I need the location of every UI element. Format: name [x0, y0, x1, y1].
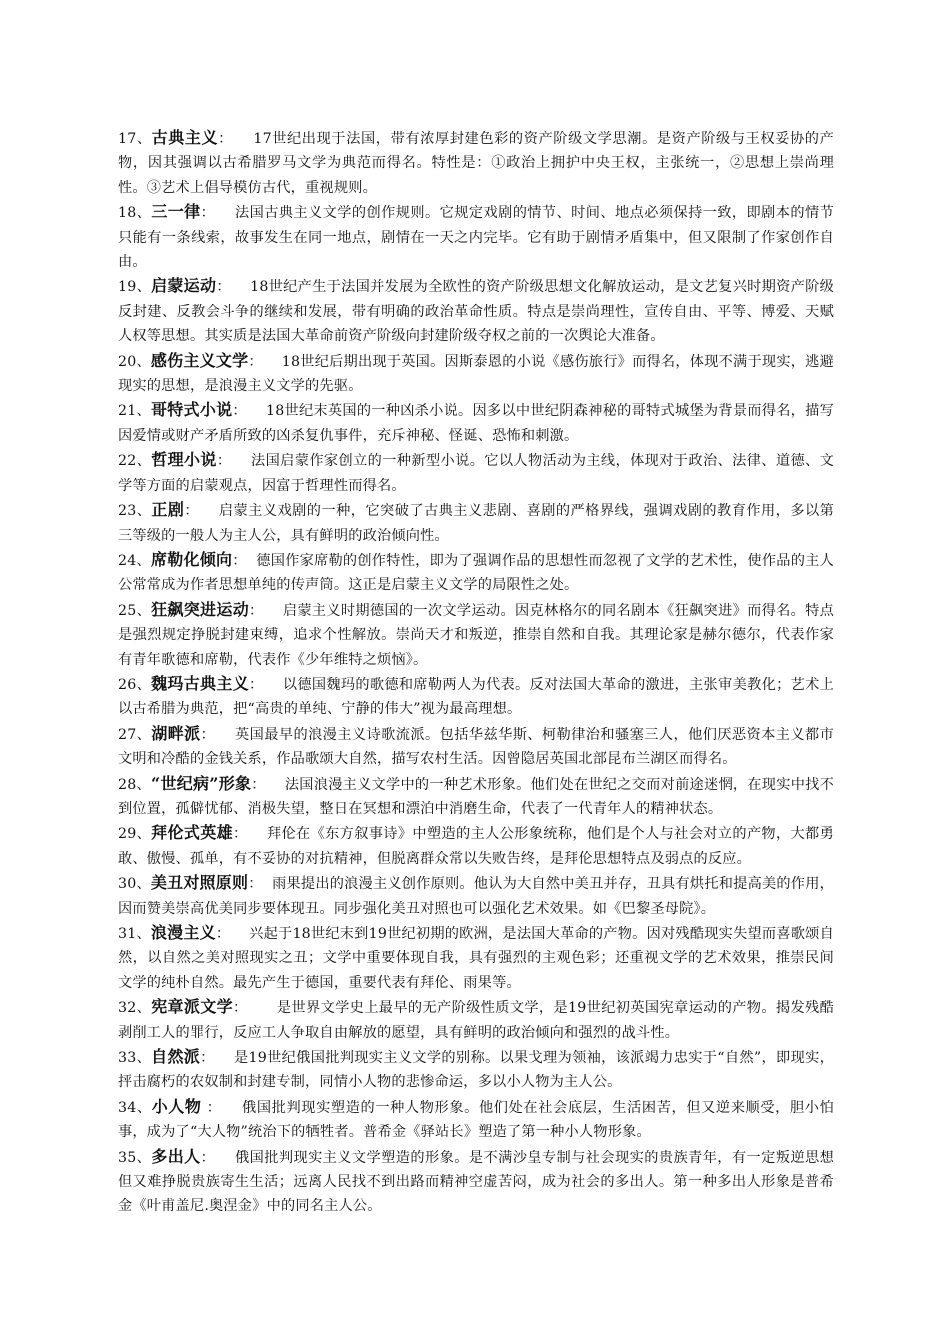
entry-text: 俄国批判现实塑造的一种人物形象。他们处在社会底层，生活困苦，但又逆来顺受，胆小怕事，成为了“大人物”统治下的牺牲者。普希金《驿站长》塑造了第一种小人物形象。 — [118, 1099, 834, 1141]
entry-text: 法国启蒙作家创立的一种新型小说。它以人物活动为主线，体现对于政治、法律、道德、文学等方面的启蒙观点，因富于哲理性而得名。 — [118, 453, 834, 494]
entry-17 — [118, 126, 834, 200]
entry-term: 多出人 — [151, 1146, 201, 1166]
entry-separator: ： — [248, 353, 282, 370]
entry-text: 德国作家席勒的创作特性，即为了强调作品的思想性而忽视了文学的艺术性，使作品的主人公常常成为作者思想单纯的传声筒。这正是启蒙主义文学的局限性之处。 — [118, 552, 834, 594]
entry-term: 魏玛古典主义 — [151, 673, 250, 693]
entry-separator: ： — [216, 279, 251, 296]
entry-separator: ： — [249, 602, 283, 619]
entry-separator: ： — [233, 1000, 277, 1017]
entry-separator: ： — [216, 453, 251, 470]
entry-separator: ： — [201, 1099, 243, 1116]
entry-term: 狂飙突进运动 — [151, 599, 250, 619]
entry-term: 哥特式小说 — [151, 400, 233, 420]
entry-term: 宪章派文学 — [151, 997, 234, 1017]
entry-separator: ： — [251, 776, 285, 793]
entry-text: 17世纪出现于法国，带有浓厚封建色彩的资产阶级文学思潮。是资产阶级与王权妥协的产物，因其强调以古希腊罗马文学为典范而得名。特性是：①政治上拥护中央王权，主张统一，②思想上崇尚理性。③艺术上倡导模仿古代，重视规则。 — [118, 131, 834, 196]
entry-number: 28、 — [118, 776, 151, 793]
entry-text: 18世纪后期出现于英国。因斯泰恩的小说《感伤旅行》而得名，体现不满于现实，逃避现实的思想，是浪漫主义文学的先驱。 — [118, 353, 834, 395]
entry-text: 法国古典主义文学的创作规则。它规定戏剧的情节、时间、地点必须保持一致，即剧本的情节只能有一条线索，故事发生在同一地点，剧情在一天之内完毕。它有助于剧情矛盾集中，但又限制了作家创作自由。 — [118, 205, 835, 271]
entry-number: 27、 — [118, 726, 152, 743]
entry-number: 34、 — [118, 1099, 152, 1116]
entry-text: 启蒙主义戏剧的一种，它突破了古典主义悲剧、喜剧的严格界线，强调戏剧的教育作用，多以第三等级的一般人为主人公，具有鲜明的政治倾向性。 — [118, 503, 835, 544]
entry-separator: ： — [200, 1149, 235, 1166]
entry-number: 19、 — [118, 279, 152, 296]
entry-text: 是世界文学史上最早的无产阶级性质文学，是19世纪初英国宪章运动的产物。揭发残酷剥削工人的罪行，反应工人争取自由解放的愿望，具有鲜明的政治倾向和强烈的战斗性。 — [118, 1000, 834, 1041]
entry-number: 29、 — [118, 826, 152, 843]
entry-term: 启蒙运动 — [151, 276, 217, 296]
entry-27 — [118, 722, 834, 772]
entry-text: 兴起于18世纪末到19世纪初期的欧洲，是法国大革命的产物。因对残酷现实失望而喜歌颂自然，以自然之美对照现实之丑；文学中重要体现自我，具有强烈的主观色彩；还重视文学的艺术效果，推崇民间文学的纯朴自然。最先产生于德国，重要代表有拜伦、雨果等。 — [118, 926, 834, 991]
entry-separator: ： — [200, 205, 235, 222]
entry-number: 26、 — [118, 676, 152, 693]
entry-separator: ： — [232, 552, 257, 569]
entry-22 — [118, 448, 834, 498]
entry-number: 21、 — [118, 403, 151, 420]
entry-number: 20、 — [118, 353, 151, 370]
entry-term: 三一律 — [151, 202, 201, 222]
entry-28 — [118, 772, 834, 822]
entry-35 — [118, 1145, 834, 1219]
entry-30 — [118, 871, 834, 921]
entry-number: 33、 — [118, 1050, 152, 1067]
entry-term: 哲理小说 — [151, 450, 217, 470]
entry-term: 拜伦式英雄 — [151, 823, 233, 843]
document-page — [118, 126, 834, 1219]
entry-separator: ： — [232, 403, 266, 420]
entry-26 — [118, 672, 834, 722]
entry-number: 23、 — [118, 503, 152, 520]
entry-text: 雨果提出的浪漫主义创作原则。他认为大自然中美丑并存，丑具有烘托和提高美的作用，因而赞美崇高优美同步要体现丑。同步强化美丑对照也可以强化艺术效果。如《巴黎圣母院》。 — [118, 876, 834, 917]
entry-number: 22、 — [118, 453, 152, 470]
entry-text: 18世纪产生于法国并发展为全欧性的资产阶级思想文化解放运动，是文艺复兴时期资产阶级反封建、反教会斗争的继续和发展，带有明确的政治革命性质。特点是崇尚理性，宣传自由、平等、博爱、天赋人权等思想。其实质是法国大革命前资产阶级向封建阶级夺权之前的一次舆论大准备。 — [118, 279, 834, 345]
entry-text: 英国最早的浪漫主义诗歌流派。包括华兹华斯、柯勒律治和骚塞三人，他们厌恶资本主义都市文明和冷酷的金钱关系，作品歌颂大自然，描写农村生活。因曾隐居英国北部昆布兰湖区而得名。 — [118, 726, 835, 768]
entry-term: “世纪病”形象 — [150, 773, 252, 793]
entry-text: 18世纪末英国的一种凶杀小说。因多以中世纪阴森神秘的哥特式城堡为背景而得名，描写因爱情或财产矛盾所致的凶杀复仇事件，充斥神秘、怪诞、恐怖和刺激。 — [118, 403, 834, 444]
entry-term: 感伤主义文学 — [150, 350, 249, 370]
entry-number: 31、 — [118, 926, 151, 942]
entry-term: 美丑对照原则 — [150, 873, 249, 893]
entry-separator: ： — [218, 131, 254, 147]
entry-text: 启蒙主义时期德国的一次文学运动。因克林格尔的同名剧本《狂飙突进》而得名。特点是强烈规定挣脱封建束缚，追求个性解放。崇尚天才和叛逆，推崇自然和自我。其理论家是赫尔德尔，代表作家有青年歌德和席勒，代表作《少年维特之烦恼》。 — [118, 602, 835, 668]
entry-term: 古典主义 — [151, 128, 219, 147]
entry-19 — [118, 274, 834, 348]
entry-number: 24、 — [118, 552, 151, 569]
entry-text: 法国浪漫主义文学中的一种艺术形象。他们处在世纪之交而对前途迷惘，在现实中找不到位置，孤僻忧郁、消极失望，整日在冥想和漂泊中消磨生命，代表了一代青年人的精神状态。 — [118, 776, 835, 817]
entry-34 — [118, 1095, 834, 1145]
entry-20 — [118, 349, 834, 399]
entry-32 — [118, 995, 834, 1045]
entry-25 — [118, 598, 834, 672]
entry-number: 32、 — [118, 1000, 152, 1017]
entry-term: 席勒化倾向 — [150, 549, 233, 569]
entry-number: 35、 — [118, 1149, 152, 1166]
entry-text: 俄国批判现实主义文学塑造的形象。是不满沙皇专制与社会现实的贵族青年，有一定叛逆思想但又难挣脱贵族寄生生活；远离人民找不到出路而精神空虚苦闷，成为社会的多出人。第一种多出人形象是普希金《叶甫盖尼.奥涅金》中的同名主人公。 — [118, 1149, 835, 1215]
entry-separator: ： — [184, 503, 219, 520]
entry-separator: ： — [200, 1050, 235, 1067]
entry-term: 浪漫主义 — [150, 923, 216, 942]
entry-separator: ： — [248, 876, 273, 893]
entry-text: 是19世纪俄国批判现实主义文学的别称。以果戈理为领袖，该派竭力忠实于“自然”，即现实，抨击腐朽的农奴制和封建专制，同情小人物的悲惨命运，多以小人物为主人公。 — [118, 1050, 834, 1091]
entry-term: 自然派 — [151, 1047, 201, 1067]
entry-number: 18、 — [118, 205, 152, 222]
entry-18 — [118, 200, 834, 274]
entry-21 — [118, 398, 834, 448]
entry-23 — [118, 498, 834, 548]
entry-number: 25、 — [118, 602, 152, 619]
entry-29 — [118, 821, 834, 871]
entry-33 — [118, 1045, 834, 1095]
entry-separator: ： — [232, 826, 267, 843]
entry-number: 17、 — [118, 131, 152, 147]
entry-term: 湖畔派 — [151, 723, 201, 743]
entry-separator: ： — [200, 726, 235, 743]
entry-text: 以德国魏玛的歌德和席勒两人为代表。反对法国大革命的激进，主张审美教化；艺术上以古希腊为典范，把“高贵的单纯、宁静的伟大”视为最高理想。 — [118, 676, 835, 718]
entry-text: 拜伦在《东方叙事诗》中塑造的主人公形象统称，他们是个人与社会对立的产物，大都勇敢、傲慢、孤单，有不妥协的对抗精神，但脱离群众常以失败告终，是拜伦思想特点及弱点的反应。 — [118, 826, 834, 867]
entry-number: 30、 — [118, 876, 151, 893]
entry-term: 正剧 — [151, 500, 185, 520]
entry-separator: ： — [215, 926, 250, 942]
entry-separator: ： — [249, 676, 283, 693]
entry-24 — [118, 548, 834, 598]
entry-31 — [118, 921, 834, 995]
entry-term: 小人物 — [151, 1096, 202, 1116]
